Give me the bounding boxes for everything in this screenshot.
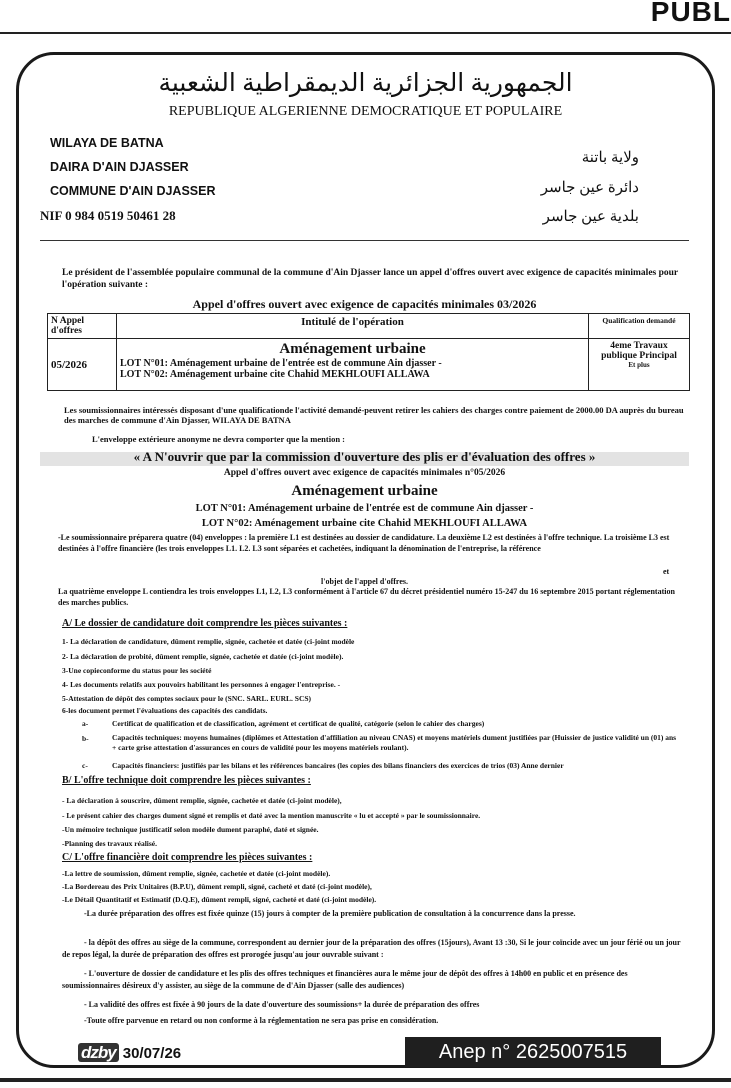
anep-number: Anep n° 2625007515 (405, 1037, 661, 1067)
footer-date: 30/07/26 (122, 1045, 182, 1062)
table-header: Qualification demandé (589, 314, 690, 339)
table-cell-operation (117, 339, 589, 391)
masthead-rule (0, 32, 731, 34)
sublist-item: Capacités financiers: justifiés par les bilans et les références bancaires (les copies des bilans financiers des exercices de trios (03) Anne dernier (112, 761, 564, 770)
table-header-row (48, 314, 690, 339)
list-item: 4- Les documents relatifs aux pouvoirs habilitant les personnes à engager l'entreprise. - (62, 680, 341, 689)
appel-subtitle: Appel d'offres ouvert avec exigence de capacités minimales n°05/2026 (223, 468, 506, 478)
list-item: -Un mémoire technique justificatif selon modèle dument paraphé, daté et signée. (62, 825, 319, 834)
list-item: 3-Une copieconforme du status pour les société (62, 666, 212, 675)
list-item: 6-les document permet l'évaluations des capacités des candidats. (62, 706, 268, 715)
qualification-text: 4eme Travaux publique Principal (601, 341, 677, 361)
nif-number: NIF 0 984 0519 50461 28 (40, 208, 176, 223)
operation-title-2: Aménagement urbaine (291, 483, 438, 499)
preparation-paragraph: -Le soumissionnaire préparera quatre (04) enveloppes : la première L1 est destinées au dossier de candidature. La deuxième L2 est destinées à l'offre technique. La troisième L3 est destinées à l'offre financière (les trois enveloppes L1. L2. L3 sont séparées et cachetées, indiquant la dénomination de l'entreprise, la référence (58, 533, 670, 553)
masthead (0, 0, 731, 34)
list-item: - Le présent cahier des charges dument signé et remplis et daté avec la mention manuscrite « lu et accepté » par le soumissionnaire. (62, 811, 481, 820)
list-item: 5-Attestation de dépôt des comptes sociaux pour le (SNC. SARL. EURL. SCS) (62, 694, 312, 703)
arabic-republic-title: الجمهورية الجزائرية الديمقراطية الشعبية (158, 70, 573, 97)
section-a-title: A/ Le dossier de candidature doit comprendre les pièces suivantes : (62, 618, 348, 629)
list-item: - La déclaration à souscrire, dûment remplie, signée, cachetée et datée (ci-joint modèle), (62, 796, 342, 805)
french-republic-title: REPUBLIQUE ALGERIENNE DEMOCRATIQUE ET POPULAIRE (168, 104, 563, 119)
sublist-letter: b- (82, 734, 89, 743)
operations-table (47, 313, 690, 391)
footer-brand (78, 1043, 181, 1063)
list-item: -La Bordereau des Prix Unitaires (B.P.U), dûment rempli, signé, cacheté et daté (ci-joint modèle), (62, 882, 372, 891)
sublist-letter: a- (82, 719, 89, 728)
list-item: -Le Détail Quantitatif et Estimatif (D.Q.E), dûment rempli, signé, cacheté et daté (ci-joint modèle). (62, 895, 377, 904)
arabic-commune: بلدية عين جاسر (542, 209, 639, 225)
list-item: 1- La déclaration de candidature, dûment remplie, signée, cachetée et datée (ci-joint modèle (62, 637, 355, 646)
table-header: N Appel d'offres (48, 314, 117, 339)
wilaya-label: WILAYA DE BATNA (50, 136, 164, 150)
ouverture-paragraph: - L'ouverture de dossier de candidature et les plis des offres techniques et financières aura le même jour de dépôt des offres à 14h00 en public et en présence des soumissionnaires désireux d'y assister, au siège de la commune de d'Ain Djasser (salle des audiences) (62, 969, 628, 990)
operation-lot-2: LOT N°02: Aménagement urbaine cite Chahid MEKHLOUFI ALLAWA (120, 369, 430, 380)
validite-paragraph: - La validité des offres est fixée à 90 jours de la date d'ouverture des soumissions+ la durée de préparation des offres (84, 1000, 480, 1009)
table-cell-num: 05/2026 (48, 339, 117, 391)
intro-paragraph: Le président de l'assemblée populaire communal de la commune d'Ain Djasser lance un appel d'offres ouvert avec exigence de capacités minimales pour l'opération suivante : (62, 268, 678, 290)
table-row (48, 339, 690, 391)
appel-title: Appel d'offres ouvert avec exigence de capacités minimales 03/2026 (192, 297, 537, 311)
operation-lot-2b: LOT N°02: Aménagement urbaine cite Chahid MEKHLOUFI ALLAWA (201, 518, 528, 529)
preparation-et: et (663, 567, 670, 576)
masthead-publ: PUBL (650, 0, 731, 27)
sublist-item: Certificat de qualification et de classification, agrément et certificat de qualité, catégorie (selon le cahier des charges) (112, 719, 485, 728)
operation-lot-1: LOT N°01: Aménagement urbaine de l'entrée est de commune Ain djasser - (120, 358, 442, 369)
table-cell-qualification (589, 339, 690, 391)
envelope-mention: « A N'ouvrir que par la commission d'ouverture des plis er d'évaluation des offres » (133, 449, 596, 464)
retard-paragraph: -Toute offre parvenue en retard ou non conforme à la réglementation ne sera pas prise en considération. (84, 1016, 439, 1025)
arabic-wilaya: ولاية باتنة (581, 150, 639, 166)
sublist-item: Capacités techniques: moyens humaines (diplômes et Attestation d'affiliation au niveau CNAS) et moyens matériels dument justifiées par (Huissier de justice validité un (01) ans + carte grise attestation d'assurances en cours de validité pour les moyens matériels roulant). (112, 733, 677, 752)
section-b-title: B/ L'offre technique doit comprendre les pièces suivantes : (62, 775, 311, 786)
arabic-daira: دائرة عين جاسر (540, 180, 639, 196)
soumissionnaires-paragraph: Les soumissionnaires intéressés disposant d'une qualificationde l'activité demandé-peuvent retirer les cahiers des charges contre paiement de 2000.00 DA auprès du bureau des marches de commune d'Ain Djasser, WILAYA DE BATNA (64, 405, 684, 425)
sublist-letter: c- (82, 761, 88, 770)
table-header: Intitulé de l'opération (117, 314, 589, 339)
preparation-duration-paragraph: -La durée préparation des offres est fixée quinze (15) jours à compter de la première publication de consultation à la concurrence dans la presse. (84, 909, 576, 918)
depot-paragraph: - la dépôt des offres au siège de la commune, correspondent au dernier jour de la préparation des offres (15jours), Avant 13 :30, Si le jour coïncide avec un jour férié ou un jour de repos légal, la durée de préparation des offres est prorogée jusqu'au jour ouvrable suivant : (62, 938, 681, 959)
operation-lot-1b: LOT N°01: Aménagement urbaine de l'entrée est de commune Ain djasser - (195, 503, 534, 514)
operation-title: Aménagement urbaine (279, 341, 426, 357)
list-item: -Planning des travaux réalisé. (62, 839, 157, 848)
bottom-rule (0, 1078, 731, 1082)
list-item: 2- La déclaration de probité, dûment remplie, signée, cachetée et datée (ci-joint modèle). (62, 652, 344, 661)
list-item: -La lettre de soumission, dûment remplie, signée, cachetée et datée (ci-joint modèle). (62, 869, 331, 878)
qualification-note: Et plus (628, 361, 650, 369)
header-divider (40, 240, 689, 241)
quatrieme-paragraph: La quatrième enveloppe L contiendra les trois enveloppes L1, L2, L3 conformément à l'article 67 du décret présidentiel numéro 15-247 du 16 septembre 2015 portant réglementation des marches publics. (58, 587, 675, 607)
objet-line: l'objet de l'appel d'offres. (321, 577, 408, 586)
dzby-logo: dzby (78, 1043, 119, 1062)
daira-label: DAIRA D'AIN DJASSER (50, 160, 189, 174)
envelope-paragraph: L'enveloppe extérieure anonyme ne devra comporter que la mention : (92, 434, 345, 444)
section-c-title: C/ L'offre financière doit comprendre les pièces suivantes : (62, 852, 313, 863)
commune-label: COMMUNE D'AIN DJASSER (50, 184, 216, 198)
